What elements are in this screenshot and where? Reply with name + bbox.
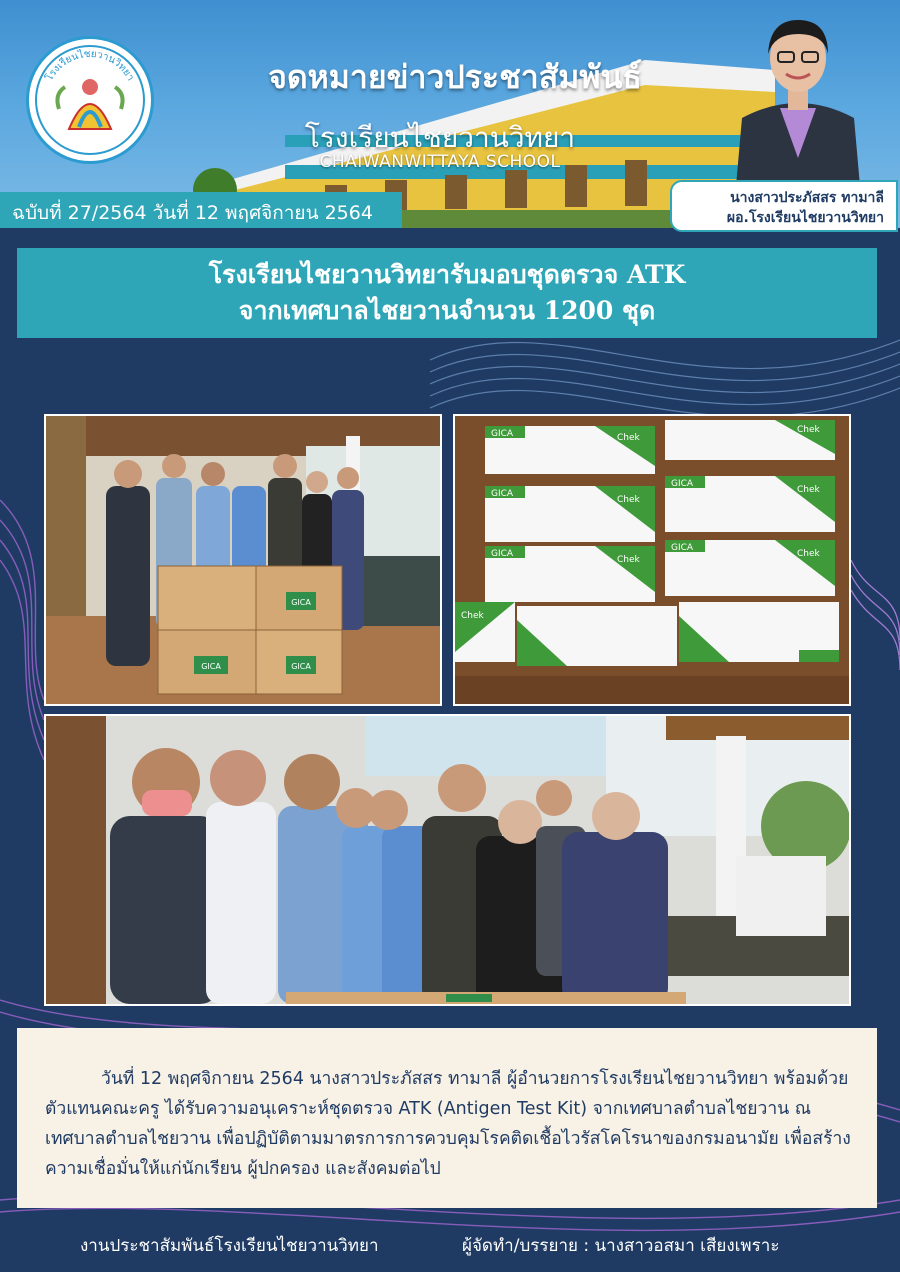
director-caption [670, 180, 898, 232]
headline-line-2: จากเทศบาลไชยวานจำนวน 1200 ชุด [238, 296, 656, 325]
kit-brand-5: GICA [491, 549, 514, 559]
svg-text:โรงเรียนไชยวานวิทยา [42, 49, 136, 83]
footer-department: งานประชาสัมพันธ์โรงเรียนไชยวานวิทยา [80, 1236, 379, 1256]
kit-label-7: Chek [461, 611, 484, 621]
photo-test-kits [453, 414, 851, 706]
article-body [17, 1028, 877, 1208]
school-name-thai: โรงเรียนไชยวานวิทยา [304, 121, 576, 154]
headline-banner [17, 248, 877, 338]
director-name: นางสาวประภัสสร ทามาลี [730, 190, 884, 206]
school-logo [26, 36, 154, 164]
kit-label-2: Chek [797, 425, 820, 435]
photo-group-wide [44, 714, 851, 1006]
kit-brand-3: GICA [491, 489, 514, 499]
school-name-english: CHAIWANWITTAYA SCHOOL [319, 152, 561, 172]
kit-brand-6: GICA [671, 543, 694, 553]
footer-author: ผู้จัดทำ/บรรยาย : นางสาวอสมา เสียงเพราะ [462, 1236, 780, 1256]
logo-text: โรงเรียนไชยวานวิทยา [44, 48, 136, 83]
box-label-1: GICA [291, 598, 311, 607]
kit-label-4: Chek [797, 485, 820, 495]
kit-label-6: Chek [797, 549, 820, 559]
kit-label-5: Chek [617, 555, 640, 565]
director-photo [728, 8, 868, 186]
kit-label-3: Chek [617, 495, 640, 505]
box-label-2: GICA [291, 662, 311, 671]
kit-label-1: Chek [617, 433, 640, 443]
headline-line-1: โรงเรียนไชยวานวิทยารับมอบชุดตรวจ ATK [208, 260, 686, 289]
article-paragraph: วันที่ 12 พฤศจิกายน 2564 นางสาวประภัสสร ทามาลี ผู้อำนวยการโรงเรียนไชยวานวิทยา พร้อมด้วยตัวแทนคณะครู ได้รับความอนุเคราะห์ชุดตรวจ ATK (Antigen Test Kit) จากเทศบาลตำบลไชยวาน ณ เทศบาลตำบลไชยวาน เพื่อปฏิบัติตามมาตรการการควบคุมโรคติดเชื้อไวรัสโคโรนาของกรมอนามัย เพื่อสร้างความเชื่อมั่นให้แก่นักเรียน ผู้ปกครอง และสังคมต่อไป [45, 1069, 851, 1179]
box-label-3: GICA [201, 662, 221, 671]
photo-handover-group [44, 414, 442, 706]
kit-brand-4: GICA [671, 479, 694, 489]
newsletter-title: จดหมายข่าวประชาสัมพันธ์ [268, 58, 642, 96]
kit-brand-1: GICA [491, 429, 514, 439]
director-title: ผอ.โรงเรียนไชยวานวิทยา [726, 210, 884, 226]
issue-info: ฉบับที่ 27/2564 วันที่ 12 พฤศจิกายน 2564 [0, 192, 402, 228]
